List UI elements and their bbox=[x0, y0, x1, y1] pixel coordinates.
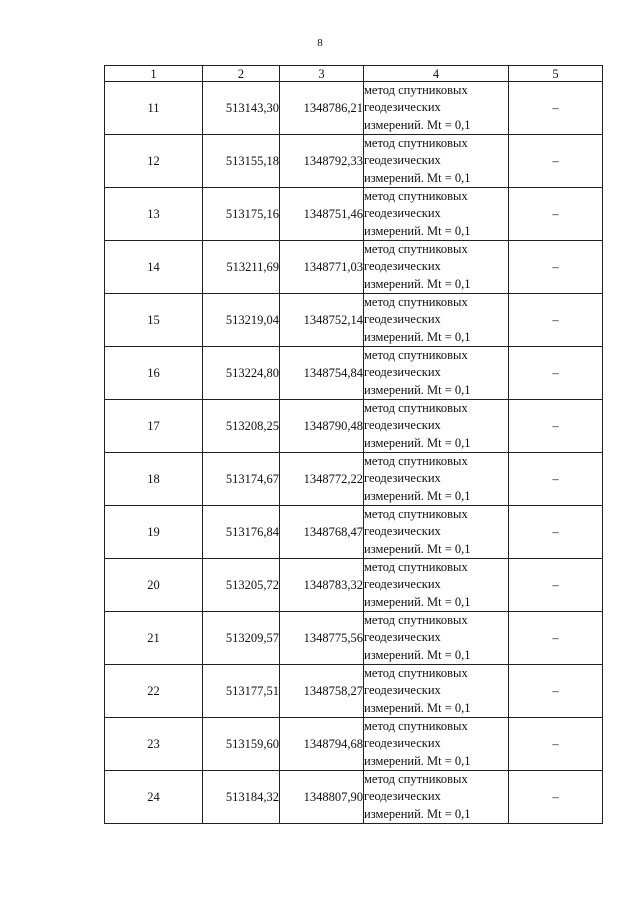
x-coordinate-cell: 513208,25 bbox=[203, 400, 280, 453]
point-number-cell: 11 bbox=[105, 82, 203, 135]
y-coordinate-cell: 1348752,14 bbox=[280, 294, 364, 347]
x-coordinate-cell: 513175,16 bbox=[203, 188, 280, 241]
x-coordinate-cell: 513205,72 bbox=[203, 559, 280, 612]
method-cell: метод спутниковых геодезических измерений. Mt = 0,1 bbox=[364, 188, 509, 241]
table-row bbox=[105, 188, 603, 241]
point-number-cell: 12 bbox=[105, 135, 203, 188]
table-row bbox=[105, 771, 603, 824]
y-coordinate-cell: 1348758,27 bbox=[280, 665, 364, 718]
x-coordinate-cell: 513224,80 bbox=[203, 347, 280, 400]
note-cell: – bbox=[509, 188, 603, 241]
table-row bbox=[105, 506, 603, 559]
x-coordinate-cell: 513184,32 bbox=[203, 771, 280, 824]
note-cell: – bbox=[509, 135, 603, 188]
table-row bbox=[105, 135, 603, 188]
x-coordinate-cell: 513159,60 bbox=[203, 718, 280, 771]
x-coordinate-cell: 513155,18 bbox=[203, 135, 280, 188]
point-number-cell: 16 bbox=[105, 347, 203, 400]
point-number-cell: 24 bbox=[105, 771, 203, 824]
header-col-5: 5 bbox=[509, 66, 603, 82]
point-number-cell: 13 bbox=[105, 188, 203, 241]
point-number-cell: 15 bbox=[105, 294, 203, 347]
method-cell: метод спутниковых геодезических измерений. Mt = 0,1 bbox=[364, 82, 509, 135]
table-row bbox=[105, 718, 603, 771]
header-col-2: 2 bbox=[203, 66, 280, 82]
note-cell: – bbox=[509, 453, 603, 506]
note-cell: – bbox=[509, 82, 603, 135]
note-cell: – bbox=[509, 241, 603, 294]
method-cell: метод спутниковых геодезических измерений. Mt = 0,1 bbox=[364, 400, 509, 453]
point-number-cell: 19 bbox=[105, 506, 203, 559]
y-coordinate-cell: 1348794,68 bbox=[280, 718, 364, 771]
method-cell: метод спутниковых геодезических измерений. Mt = 0,1 bbox=[364, 559, 509, 612]
coordinates-table bbox=[104, 65, 603, 824]
y-coordinate-cell: 1348807,90 bbox=[280, 771, 364, 824]
table-row bbox=[105, 82, 603, 135]
y-coordinate-cell: 1348792,33 bbox=[280, 135, 364, 188]
note-cell: – bbox=[509, 347, 603, 400]
method-cell: метод спутниковых геодезических измерений. Mt = 0,1 bbox=[364, 347, 509, 400]
table-row bbox=[105, 400, 603, 453]
y-coordinate-cell: 1348775,56 bbox=[280, 612, 364, 665]
x-coordinate-cell: 513209,57 bbox=[203, 612, 280, 665]
x-coordinate-cell: 513219,04 bbox=[203, 294, 280, 347]
y-coordinate-cell: 1348772,22 bbox=[280, 453, 364, 506]
point-number-cell: 22 bbox=[105, 665, 203, 718]
method-cell: метод спутниковых геодезических измерений. Mt = 0,1 bbox=[364, 241, 509, 294]
point-number-cell: 17 bbox=[105, 400, 203, 453]
x-coordinate-cell: 513143,30 bbox=[203, 82, 280, 135]
table-row bbox=[105, 665, 603, 718]
note-cell: – bbox=[509, 559, 603, 612]
note-cell: – bbox=[509, 665, 603, 718]
table-row bbox=[105, 559, 603, 612]
x-coordinate-cell: 513174,67 bbox=[203, 453, 280, 506]
table-header-row bbox=[105, 66, 603, 82]
note-cell: – bbox=[509, 612, 603, 665]
x-coordinate-cell: 513176,84 bbox=[203, 506, 280, 559]
table-row bbox=[105, 612, 603, 665]
page-number: 8 bbox=[317, 37, 323, 49]
method-cell: метод спутниковых геодезических измерений. Mt = 0,1 bbox=[364, 718, 509, 771]
table-row bbox=[105, 294, 603, 347]
table-body bbox=[105, 82, 603, 824]
note-cell: – bbox=[509, 506, 603, 559]
method-cell: метод спутниковых геодезических измерений. Mt = 0,1 bbox=[364, 506, 509, 559]
point-number-cell: 20 bbox=[105, 559, 203, 612]
point-number-cell: 23 bbox=[105, 718, 203, 771]
header-col-4: 4 bbox=[364, 66, 509, 82]
method-cell: метод спутниковых геодезических измерений. Mt = 0,1 bbox=[364, 135, 509, 188]
method-cell: метод спутниковых геодезических измерений. Mt = 0,1 bbox=[364, 612, 509, 665]
y-coordinate-cell: 1348786,21 bbox=[280, 82, 364, 135]
table-row bbox=[105, 347, 603, 400]
header-col-1: 1 bbox=[105, 66, 203, 82]
point-number-cell: 21 bbox=[105, 612, 203, 665]
method-cell: метод спутниковых геодезических измерений. Mt = 0,1 bbox=[364, 771, 509, 824]
table-row bbox=[105, 453, 603, 506]
method-cell: метод спутниковых геодезических измерений. Mt = 0,1 bbox=[364, 665, 509, 718]
point-number-cell: 14 bbox=[105, 241, 203, 294]
y-coordinate-cell: 1348751,46 bbox=[280, 188, 364, 241]
note-cell: – bbox=[509, 294, 603, 347]
y-coordinate-cell: 1348783,32 bbox=[280, 559, 364, 612]
y-coordinate-cell: 1348768,47 bbox=[280, 506, 364, 559]
method-cell: метод спутниковых геодезических измерений. Mt = 0,1 bbox=[364, 294, 509, 347]
y-coordinate-cell: 1348771,03 bbox=[280, 241, 364, 294]
method-cell: метод спутниковых геодезических измерений. Mt = 0,1 bbox=[364, 453, 509, 506]
y-coordinate-cell: 1348790,48 bbox=[280, 400, 364, 453]
note-cell: – bbox=[509, 400, 603, 453]
note-cell: – bbox=[509, 771, 603, 824]
header-col-3: 3 bbox=[280, 66, 364, 82]
table-row bbox=[105, 241, 603, 294]
y-coordinate-cell: 1348754,84 bbox=[280, 347, 364, 400]
note-cell: – bbox=[509, 718, 603, 771]
x-coordinate-cell: 513177,51 bbox=[203, 665, 280, 718]
x-coordinate-cell: 513211,69 bbox=[203, 241, 280, 294]
point-number-cell: 18 bbox=[105, 453, 203, 506]
